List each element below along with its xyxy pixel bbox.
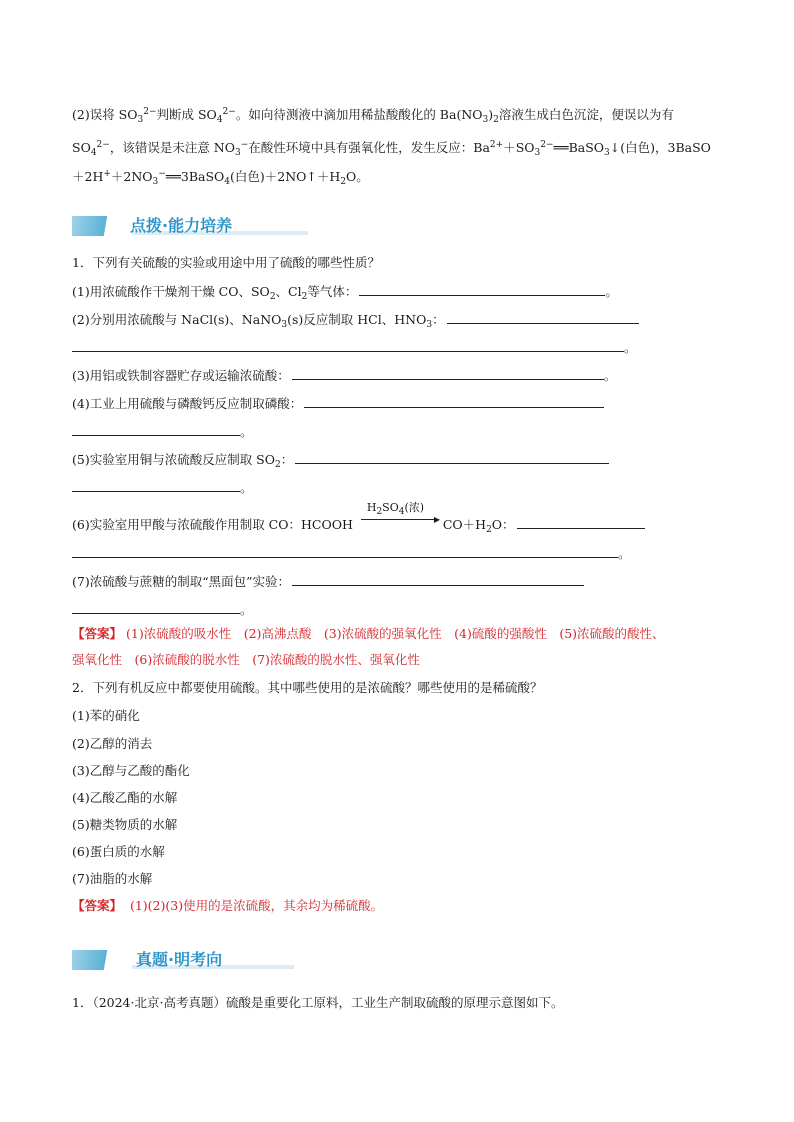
intro-line-2 [72, 136, 711, 162]
intro-text: ＋2NO [110, 169, 153, 184]
q2-item: (4)乙酸乙酯的水解 [72, 790, 178, 805]
q1-item-2-cont [72, 338, 637, 357]
q1-item-7 [72, 572, 584, 591]
intro-text: (白色)＋2NO↑＋H [230, 169, 341, 184]
superscript: − [158, 169, 166, 179]
subscript: 3 [604, 148, 610, 158]
superscript: 2− [222, 107, 236, 117]
answer-blank[interactable] [72, 600, 240, 614]
answer-blank[interactable] [292, 572, 584, 586]
q2-item: (1)苯的硝化 [72, 708, 140, 723]
superscript: 2− [540, 140, 554, 150]
superscript: + [103, 169, 111, 179]
answer-blank[interactable] [447, 310, 639, 324]
q1-item-5-cont [72, 478, 253, 497]
subscript: 2 [301, 292, 308, 302]
q1-item-6 [72, 501, 645, 539]
intro-line-3 [72, 165, 369, 191]
q2-item: (6)蛋白质的水解 [72, 844, 165, 859]
header-decoration [72, 216, 132, 236]
superscript: 2− [143, 107, 157, 117]
subscript: 2 [486, 525, 492, 535]
item-text: (3)用铝或铁制容器贮存或运输浓硫酸： [72, 368, 290, 383]
subscript: 2 [275, 460, 281, 470]
period: 。 [240, 480, 253, 495]
subscript: 3 [281, 320, 288, 330]
period: 。 [605, 284, 618, 299]
period: 。 [618, 546, 631, 561]
period: 。 [240, 424, 253, 439]
subscript: 3 [152, 177, 159, 187]
q2-stem: 2．下列有机反应中都要使用硫酸。其中哪些使用的是浓硫酸？哪些使用的是稀硫酸？ [72, 680, 543, 695]
intro-text: ＋2H [72, 169, 104, 184]
intro-line-1 [72, 103, 674, 129]
answer-blank[interactable] [304, 394, 604, 408]
period: 。 [603, 368, 617, 383]
item-text: (2)分别用浓硫酸与 NaCl(s)、NaNO [72, 312, 282, 327]
q1-item-6-cont [72, 544, 631, 563]
q2-answer [72, 897, 383, 915]
q1-item-4 [72, 394, 604, 413]
condition-text: (浓) [404, 501, 425, 514]
arrow-head-icon: ▶ [433, 515, 440, 524]
answer-blank[interactable] [517, 515, 645, 529]
answer-blank[interactable] [359, 282, 605, 296]
condition-text: H [366, 501, 377, 514]
subscript: 4 [90, 148, 97, 158]
subscript: 4 [224, 177, 231, 187]
intro-text: ══3BaSO [165, 169, 225, 184]
subscript: 3 [426, 320, 433, 330]
intro-text: ══BaSO [553, 140, 605, 155]
intro-text: ，该错误是未注意 NO [109, 140, 235, 155]
intro-text: 。如向待测液中滴加用稀盐酸酸化的 Ba(NO [235, 107, 483, 122]
item-text: ： [280, 452, 294, 467]
subscript: 3 [235, 148, 241, 158]
q1-answer-line-1 [72, 625, 665, 643]
superscript: 2+ [489, 140, 504, 150]
subscript: 4 [398, 507, 405, 517]
q2-item: (7)油脂的水解 [72, 871, 153, 886]
q1-item-5 [72, 450, 609, 474]
intro-text: (2)误将 SO [72, 107, 138, 122]
q3-stem: 1．（2024·北京·高考真题）硫酸是重要化工原料，工业生产制取硫酸的原理示意图如下。 [72, 995, 564, 1010]
section-header-ability [72, 216, 308, 242]
subscript: 4 [216, 115, 223, 125]
item-text: (1)用浓硫酸作干燥剂干燥 CO、SO [72, 284, 270, 299]
q1-answer-line-2 [72, 651, 420, 669]
section-title: 真题·明考向 [136, 950, 223, 969]
condition-text: SO [382, 501, 399, 514]
subscript: 3 [534, 148, 541, 158]
answer-text: (1)(2)(3)使用的是浓硫酸，其余均为稀硫酸。 [129, 898, 384, 913]
intro-text: O。 [346, 169, 369, 184]
intro-text: ＋SO [503, 140, 535, 155]
subscript: 2 [269, 292, 276, 302]
item-text: CO＋H [442, 517, 487, 532]
intro-text: ↓(白色)，3BaSO [609, 140, 711, 155]
intro-text: 溶液生成白色沉淀，便误以为有 [498, 107, 674, 122]
q1-item-1 [72, 282, 618, 306]
item-text: (5)实验室用铜与浓硫酸反应制取 SO [72, 452, 275, 467]
period: 。 [624, 340, 637, 355]
item-text: (6)实验室用甲酸与浓硫酸作用制取 CO：HCOOH [72, 517, 353, 532]
subscript: 3 [482, 115, 489, 125]
answer-text: 强氧化性 (6)浓硫酸的脱水性 (7)浓硫酸的脱水性、强氧化性 [72, 652, 420, 667]
reaction-arrow [357, 501, 443, 529]
item-text: (4)工业上用硫酸与磷酸钙反应制取磷酸： [72, 396, 303, 411]
section-title: 点拨·能力培养 [130, 216, 233, 235]
q1-item-4-cont [72, 422, 253, 441]
arrow-shaft [361, 519, 437, 520]
q1-item-7-cont [72, 600, 253, 619]
subscript: 2 [340, 177, 347, 187]
intro-text: 在酸性环境中具有强氧化性，发生反应：Ba [248, 140, 490, 155]
header-decoration [72, 950, 132, 970]
superscript: − [240, 140, 249, 150]
item-text: 等气体： [307, 284, 358, 299]
q2-item: (5)糖类物质的水解 [72, 817, 178, 832]
item-text: O： [491, 517, 515, 532]
item-text: ： [432, 312, 445, 327]
answer-tag: 【答案】 [72, 626, 123, 641]
subscript: 2 [493, 115, 499, 125]
answer-blank[interactable] [72, 478, 240, 492]
answer-blank[interactable] [295, 450, 609, 464]
q1-item-2 [72, 310, 639, 334]
item-text: (s)反应制取 HCl、HNO [287, 312, 427, 327]
answer-blank[interactable] [72, 544, 618, 558]
q1-item-3 [72, 366, 616, 385]
q2-item: (2)乙醇的消去 [72, 736, 153, 751]
item-text: (7)浓硫酸与蔗糖的制取“黑面包”实验： [72, 574, 290, 589]
subscript: 2 [376, 507, 383, 517]
answer-blank[interactable] [292, 366, 604, 380]
intro-text: ) [488, 107, 494, 122]
answer-text: (1)浓硫酸的吸水性 (2)高沸点酸 (3)浓硫酸的强氧化性 (4)硫酸的强酸性 (5)浓硫酸的酸性、 [126, 626, 665, 641]
section-header-exam [72, 950, 294, 976]
period: 。 [240, 602, 253, 617]
q2-item: (3)乙醇与乙酸的酯化 [72, 763, 190, 778]
intro-text: 判断成 SO [156, 107, 217, 122]
arrow-condition [367, 499, 424, 521]
intro-text: SO [72, 140, 91, 155]
answer-blank[interactable] [72, 422, 240, 436]
item-text: 、Cl [275, 284, 302, 299]
answer-tag: 【答案】 [72, 898, 123, 913]
answer-blank[interactable] [72, 338, 624, 352]
superscript: 2− [96, 140, 110, 150]
subscript: 3 [137, 115, 144, 125]
q1-stem: 1．下列有关硫酸的实验或用途中用了硫酸的哪些性质？ [72, 255, 380, 270]
